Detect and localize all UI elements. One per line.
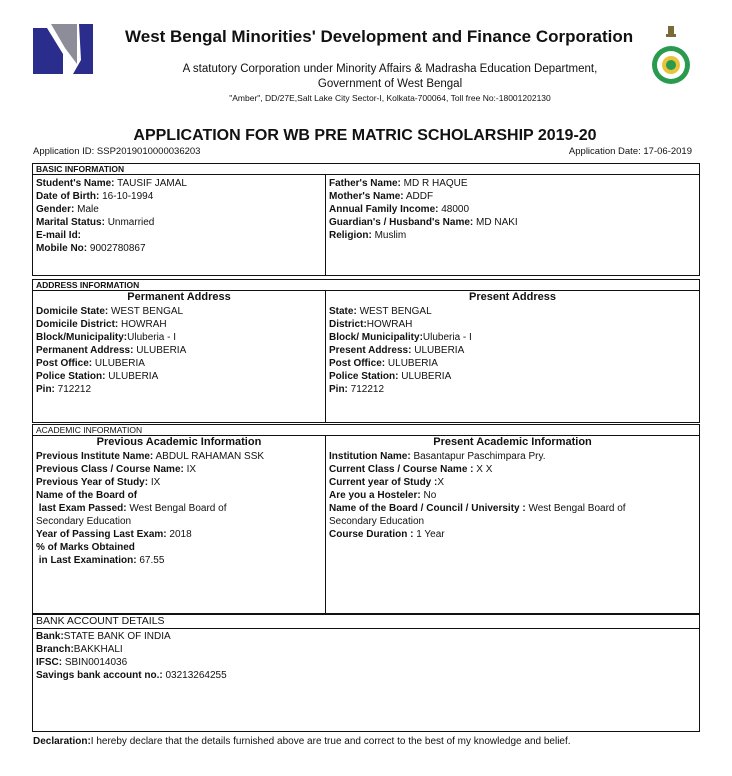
field-board-council-cont: Secondary Education: [329, 516, 425, 527]
field-domicile-state: Domicile State: WEST BENGAL: [36, 306, 184, 317]
field-guardian-name: Guardian's / Husband's Name: MD NAKI: [329, 217, 518, 228]
academic-information-section: [32, 424, 700, 614]
field-pin: Pin: 712212: [36, 384, 92, 395]
field-police-station: Police Station: ULUBERIA: [36, 371, 159, 382]
field-last-exam-board: last Exam Passed: West Bengal Board of: [36, 503, 227, 514]
basic-right-column: [329, 177, 518, 242]
field-board-name-label: Name of the Board of: [36, 490, 138, 501]
address-information-section: [32, 279, 700, 423]
previous-academic-column: [36, 450, 264, 567]
field-family-income: Annual Family Income: 48000: [329, 204, 470, 215]
field-previous-year: Previous Year of Study: IX: [36, 477, 161, 488]
field-post-office: Post Office: ULUBERIA: [36, 358, 145, 369]
field-religion: Religion: Muslim: [329, 230, 407, 241]
org-government: Government of West Bengal: [317, 78, 463, 90]
permanent-address-title: Permanent Address: [127, 291, 231, 303]
basic-information-section: [32, 163, 700, 276]
field-student-name: Student's Name: TAUSIF JAMAL: [36, 178, 187, 189]
present-address-column: [329, 305, 472, 396]
field-institution-name: Institution Name: Basantapur Paschimpara Pry.: [329, 451, 546, 462]
application-date: Application Date: 17-06-2019: [568, 146, 692, 157]
field-block: Block/Municipality:Uluberia - I: [36, 332, 177, 343]
section-title: BANK ACCOUNT DETAILS: [33, 615, 699, 629]
field-district: District:HOWRAH: [329, 319, 413, 330]
field-hosteler: Are you a Hosteler: No: [329, 490, 437, 501]
field-gender: Gender: Male: [36, 204, 99, 215]
field-branch: Branch:BAKKHALI: [36, 644, 123, 655]
declaration: Declaration:I hereby declare that the details furnished above are true and correct to the best of my knowledge and belief.: [33, 736, 571, 747]
field-permanent-address: Permanent Address: ULUBERIA: [36, 345, 187, 356]
field-last-exam-board-cont: Secondary Education: [36, 516, 132, 527]
field-current-class: Current Class / Course Name : X X: [329, 464, 493, 475]
field-pin: Pin: 712212: [329, 384, 385, 395]
field-block: Block/ Municipality:Uluberia - I: [329, 332, 472, 343]
government-seal-icon: [650, 25, 692, 90]
section-title: ACADEMIC INFORMATION: [33, 425, 699, 436]
field-state: State: WEST BENGAL: [329, 306, 432, 317]
field-previous-institute: Previous Institute Name: ABDUL RAHAMAN SSK: [36, 451, 265, 462]
field-police-station: Police Station: ULUBERIA: [329, 371, 452, 382]
basic-left-column: [36, 177, 187, 255]
field-marks-label: % of Marks Obtained: [36, 542, 135, 553]
field-ifsc: IFSC: SBIN0014036: [36, 657, 128, 668]
section-title: ADDRESS INFORMATION: [33, 280, 699, 291]
field-marital-status: Marital Status: Unmarried: [36, 217, 155, 228]
field-passing-year: Year of Passing Last Exam: 2018: [36, 529, 192, 540]
application-title: APPLICATION FOR WB PRE MATRIC SCHOLARSHIP 2019-20: [133, 127, 597, 144]
field-previous-class: Previous Class / Course Name: IX: [36, 464, 197, 475]
bank-account-section: [32, 614, 700, 732]
field-account-no: Savings bank account no.: 03213264255: [36, 670, 227, 681]
field-mother-name: Mother's Name: ADDF: [329, 191, 434, 202]
section-title: BASIC INFORMATION: [33, 164, 699, 175]
present-academic-title: Present Academic Information: [433, 436, 592, 448]
field-current-year: Current year of Study :X: [329, 477, 445, 488]
wbmdfc-logo: [33, 24, 93, 74]
field-email: E-mail Id:: [36, 230, 82, 241]
field-bank: Bank:STATE BANK OF INDIA: [36, 631, 171, 642]
field-domicile-district: Domicile District: HOWRAH: [36, 319, 167, 330]
field-father-name: Father's Name: MD R HAQUE: [329, 178, 468, 189]
field-post-office: Post Office: ULUBERIA: [329, 358, 438, 369]
present-academic-column: [329, 450, 626, 541]
previous-academic-title: Previous Academic Information: [96, 436, 262, 448]
org-subtitle: A statutory Corporation under Minority Affairs & Madrasha Education Department,: [182, 63, 598, 75]
field-course-duration: Course Duration : 1 Year: [329, 529, 445, 540]
field-marks: in Last Examination: 67.55: [36, 555, 165, 566]
field-mobile: Mobile No: 9002780867: [36, 243, 146, 254]
org-address: "Amber", DD/27E,Salt Lake City Sector-I, Kolkata-700064, Toll free No:-18001202130: [229, 93, 551, 103]
field-dob: Date of Birth: 16-10-1994: [36, 191, 154, 202]
org-name: West Bengal Minorities' Development and Finance Corporation: [125, 27, 634, 46]
present-address-title: Present Address: [468, 291, 557, 303]
application-id: Application ID: SSP2019010000036203: [33, 146, 201, 157]
permanent-address-column: [36, 305, 186, 396]
field-present-address: Present Address: ULUBERIA: [329, 345, 465, 356]
field-board-council: Name of the Board / Council / University : West Bengal Board of: [329, 503, 626, 514]
bank-column: [36, 630, 227, 682]
